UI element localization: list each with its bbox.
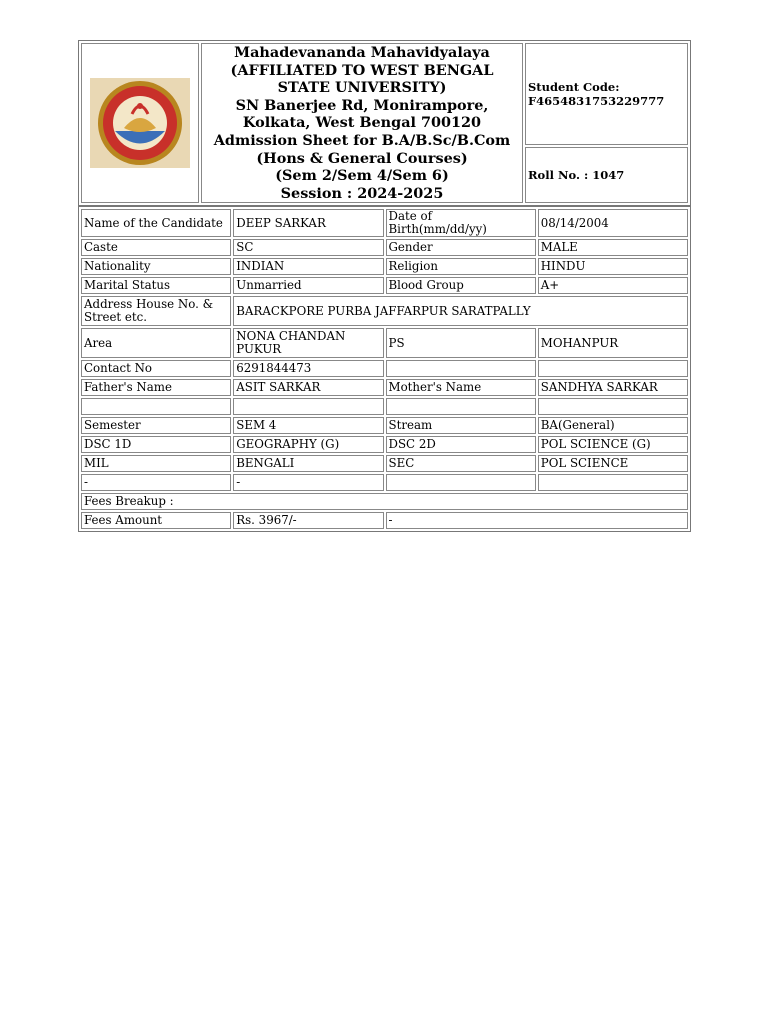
sec-value: POL SCIENCE: [538, 455, 688, 472]
dash-cell: -: [233, 474, 383, 491]
mil-label: MIL: [81, 455, 231, 472]
table-row: [81, 209, 688, 237]
table-row: [81, 239, 688, 256]
caste-label: Caste: [81, 239, 231, 256]
religion-label: Religion: [386, 258, 536, 275]
dob-label: Date of Birth(mm/dd/yy): [386, 209, 536, 237]
area-value: NONA CHANDAN PUKUR: [233, 328, 383, 358]
college-name: Mahadevananda Mahavidyalaya: [234, 44, 490, 61]
caste-value: SC: [233, 239, 383, 256]
table-row: [81, 455, 688, 472]
name-label: Name of the Candidate: [81, 209, 231, 237]
logo-cell: [81, 43, 199, 203]
table-row: [81, 296, 688, 326]
fees-breakup-label: Fees Breakup :: [81, 493, 688, 510]
roll-label: Roll No. :: [528, 168, 589, 183]
student-code-label: Student Code:: [528, 80, 620, 95]
gender-value: MALE: [538, 239, 688, 256]
address-label: Address House No. & Street etc.: [81, 296, 231, 326]
table-row: [81, 474, 688, 491]
ps-label: PS: [386, 328, 536, 358]
contact-value: 6291844473: [233, 360, 383, 377]
stream-value: BA(General): [538, 417, 688, 434]
table-row: [81, 493, 688, 510]
table-row: [81, 277, 688, 294]
candidate-info-table: [78, 206, 691, 532]
college-address: SN Banerjee Rd, Monirampore, Kolkata, West Bengal 700120: [235, 96, 489, 132]
college-title-block: [201, 43, 523, 203]
stream-label: Stream: [386, 417, 536, 434]
father-label: Father's Name: [81, 379, 231, 396]
nationality-value: INDIAN: [233, 258, 383, 275]
marital-value: Unmarried: [233, 277, 383, 294]
student-code: F4654831753229777: [528, 94, 665, 109]
religion-value: HINDU: [538, 258, 688, 275]
header-table: [78, 40, 691, 206]
empty-cell: [81, 398, 231, 415]
dsc2-value: POL SCIENCE (G): [538, 436, 688, 453]
affiliation: (AFFILIATED TO WEST BENGAL STATE UNIVERSITY): [230, 61, 494, 97]
fees-amount-label: Fees Amount: [81, 512, 231, 529]
courses: (Hons & General Courses): [256, 149, 468, 167]
sec-label: SEC: [386, 455, 536, 472]
table-row: [81, 436, 688, 453]
empty-cell: [386, 474, 536, 491]
dash-cell: -: [386, 512, 689, 529]
mother-value: SANDHYA SARKAR: [538, 379, 688, 396]
empty-cell: [386, 360, 536, 377]
table-row: [81, 258, 688, 275]
dsc1-label: DSC 1D: [81, 436, 231, 453]
table-row: [81, 417, 688, 434]
blood-value: A+: [538, 277, 688, 294]
empty-cell: [386, 398, 536, 415]
address-value: BARACKPORE PURBA JAFFARPUR SARATPALLY: [233, 296, 688, 326]
college-logo: [84, 76, 196, 170]
semesters: (Sem 2/Sem 4/Sem 6): [275, 167, 449, 185]
empty-cell: [538, 474, 688, 491]
ps-value: MOHANPUR: [538, 328, 688, 358]
table-row: [81, 328, 688, 358]
semester-label: Semester: [81, 417, 231, 434]
empty-cell: [538, 360, 688, 377]
dash-cell: -: [81, 474, 231, 491]
area-label: Area: [81, 328, 231, 358]
dsc2-label: DSC 2D: [386, 436, 536, 453]
nationality-label: Nationality: [81, 258, 231, 275]
dob-value: 08/14/2004: [538, 209, 688, 237]
sheet-title: Admission Sheet for B.A/B.Sc/B.Com: [213, 131, 511, 149]
table-row: [81, 398, 688, 415]
dsc1-value: GEOGRAPHY (G): [233, 436, 383, 453]
roll-no: 1047: [592, 168, 625, 183]
marital-label: Marital Status: [81, 277, 231, 294]
admission-sheet: [78, 40, 691, 532]
table-row: [81, 379, 688, 396]
table-row: [81, 512, 688, 529]
fees-amount-value: Rs. 3967/-: [233, 512, 383, 529]
father-value: ASIT SARKAR: [233, 379, 383, 396]
empty-cell: [233, 398, 383, 415]
mother-label: Mother's Name: [386, 379, 536, 396]
mil-value: BENGALI: [233, 455, 383, 472]
empty-cell: [538, 398, 688, 415]
semester-value: SEM 4: [233, 417, 383, 434]
student-code-cell: [525, 43, 688, 145]
gender-label: Gender: [386, 239, 536, 256]
roll-no-cell: [525, 147, 688, 203]
session: Session : 2024-2025: [280, 184, 444, 202]
blood-label: Blood Group: [386, 277, 536, 294]
table-row: [81, 360, 688, 377]
candidate-name: DEEP SARKAR: [233, 209, 383, 237]
contact-label: Contact No: [81, 360, 231, 377]
